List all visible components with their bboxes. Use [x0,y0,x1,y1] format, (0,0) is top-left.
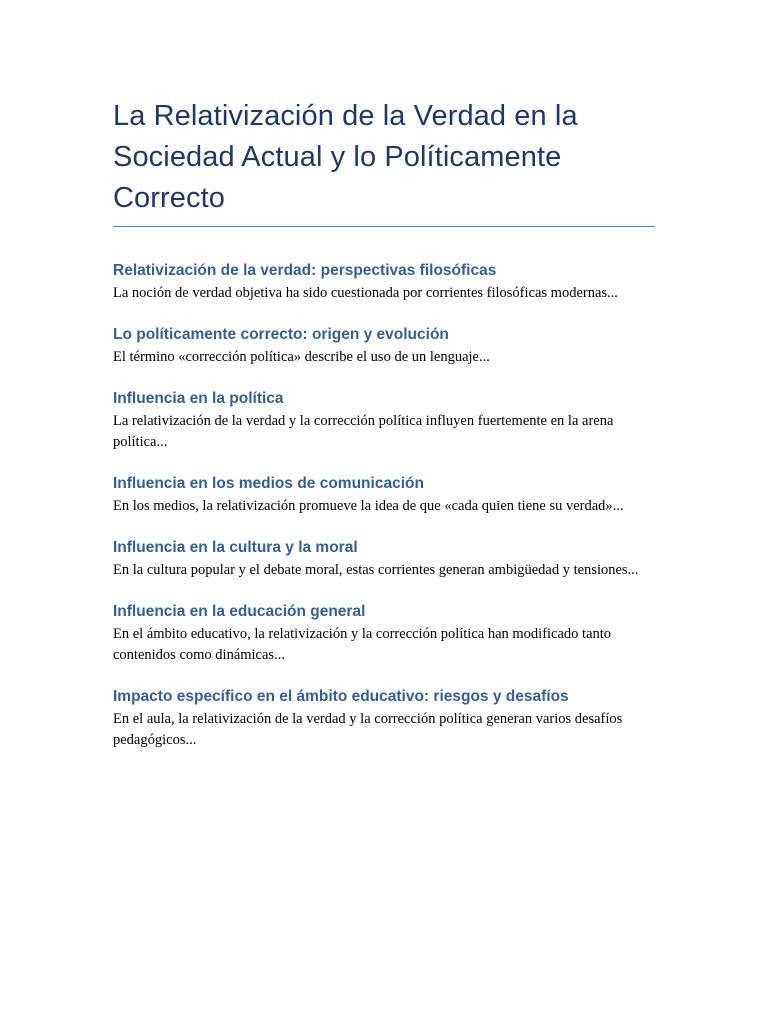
section-educational-impact [113,687,658,751]
document-title: La Relativización de la Verdad en la Sociedad Actual y lo Políticamente Correcto [113,100,578,214]
section-heading: Influencia en los medios de comunicación [113,475,424,492]
sections-list [113,261,658,751]
section-politically-correct-origin [113,325,658,368]
section-heading: Impacto específico en el ámbito educativo: riesgos y desafíos [113,688,569,705]
section-influence-education [113,602,658,666]
section-heading: Influencia en la cultura y la moral [113,539,358,556]
title-underline-divider [113,226,655,227]
section-heading: Relativización de la verdad: perspectivas filosóficas [113,262,497,279]
document-page [113,96,658,772]
section-body: En el ámbito educativo, la relativización y la corrección política han modificado tanto contenidos como dinámicas... [113,626,612,663]
section-heading: Influencia en la política [113,390,284,407]
section-philosophical-perspectives [113,261,658,304]
section-influence-politics [113,389,658,453]
section-influence-culture-moral [113,538,658,581]
section-body: En el aula, la relativización de la verdad y la corrección política generan varios desafíos pedagógicos... [113,711,623,748]
section-body: La noción de verdad objetiva ha sido cuestionada por corrientes filosóficas modernas... [113,285,618,301]
section-body: El término «corrección política» describe el uso de un lenguaje... [113,349,490,365]
section-influence-media [113,474,658,517]
section-body: En la cultura popular y el debate moral, estas corrientes generan ambigüedad y tensiones... [113,562,639,578]
section-body: En los medios, la relativización promueve la idea de que «cada quien tiene su verdad»... [113,498,624,514]
section-body: La relativización de la verdad y la corrección política influyen fuertemente en la arena política... [113,413,614,450]
section-heading: Influencia en la educación general [113,603,366,620]
section-heading: Lo políticamente correcto: origen y evolución [113,326,449,343]
